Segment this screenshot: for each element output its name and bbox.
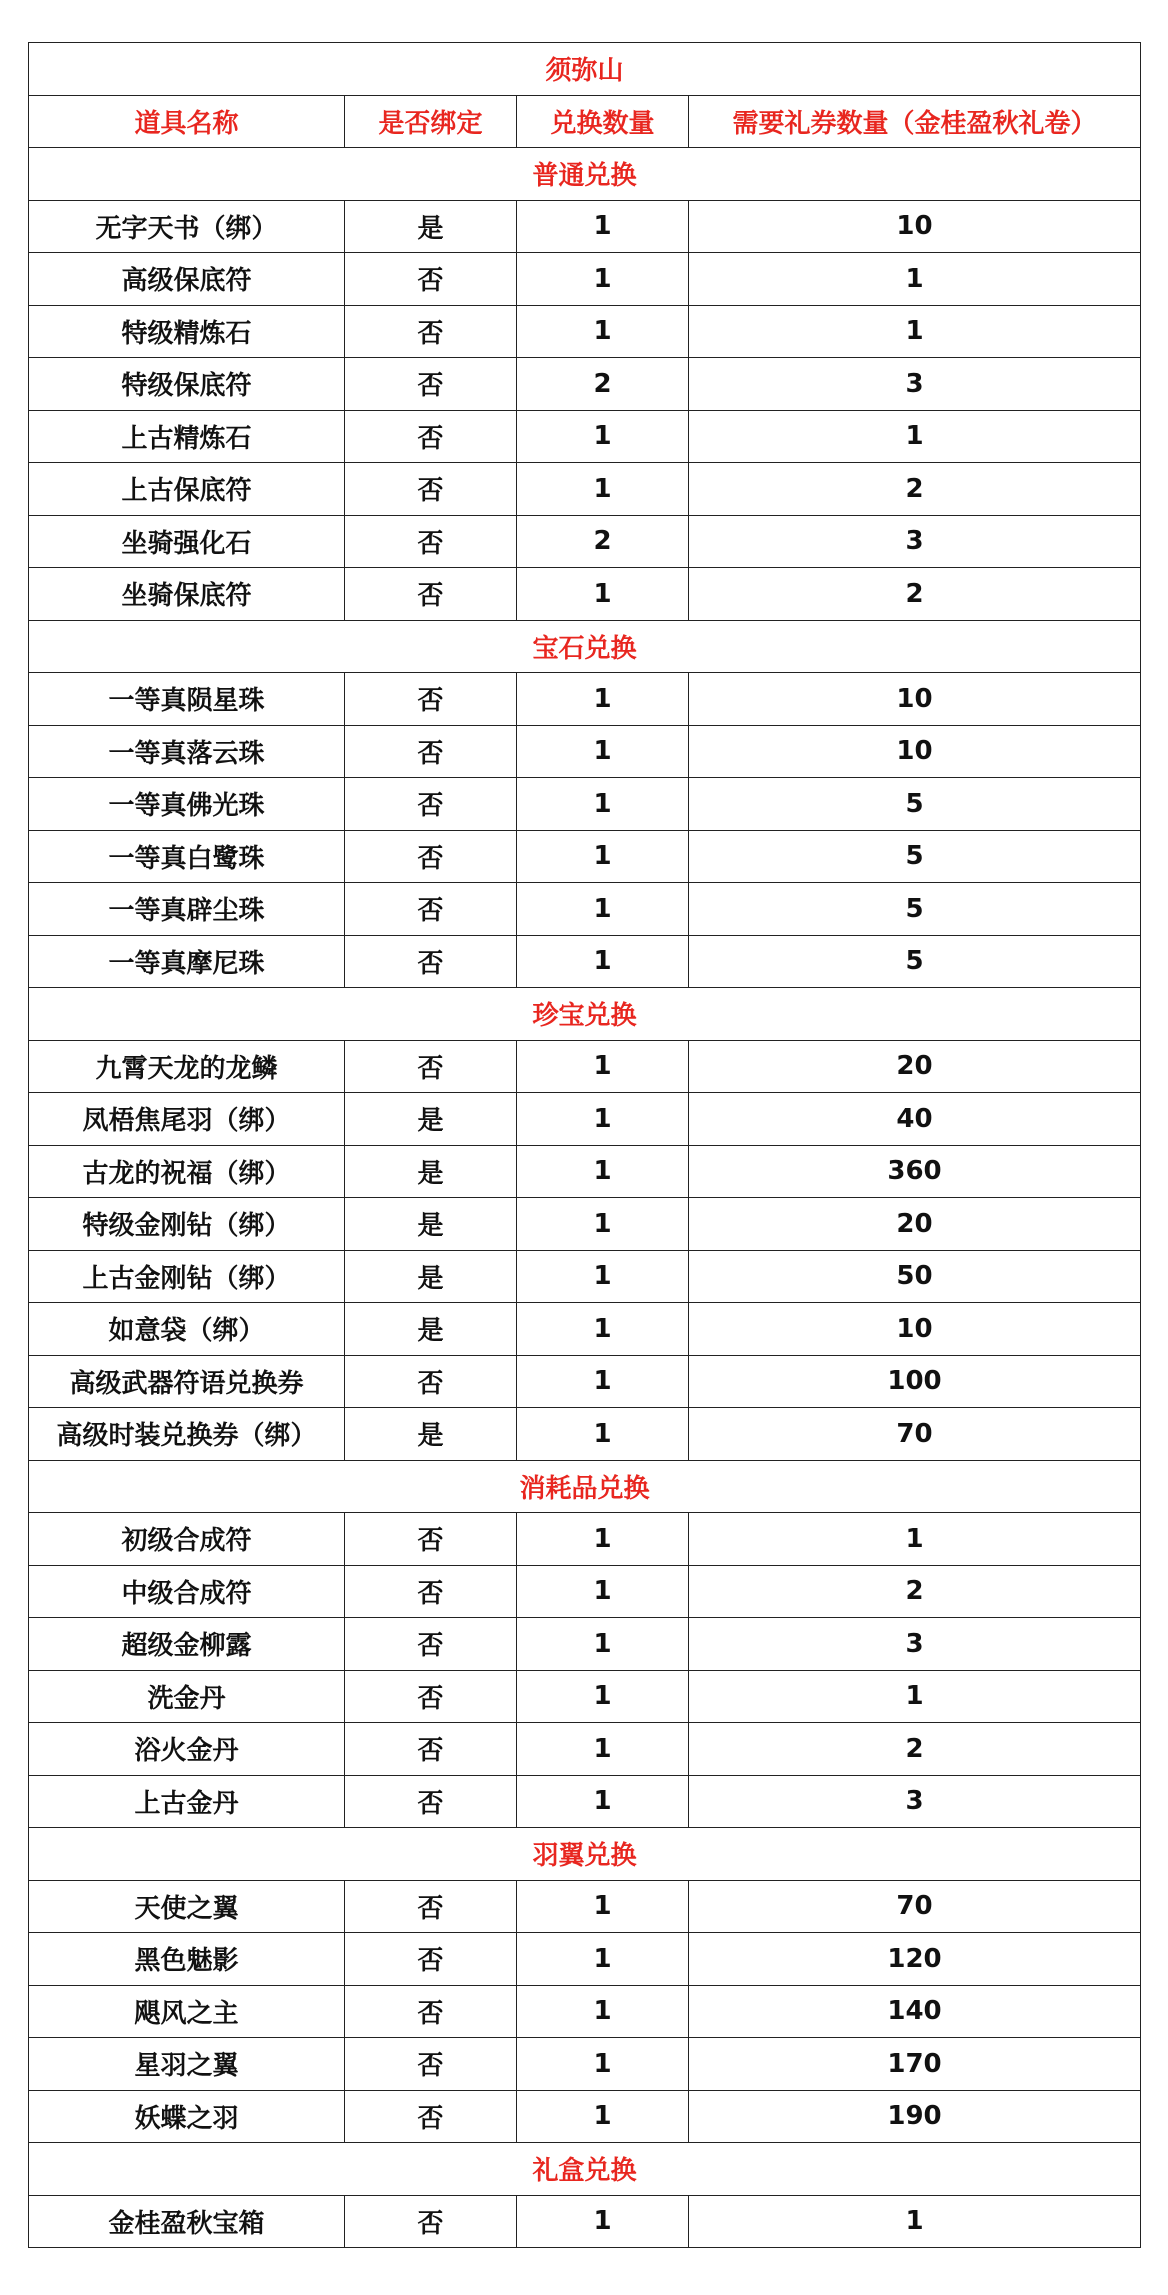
bound-cell: 否: [345, 830, 517, 883]
quantity-cell: 1: [517, 463, 689, 516]
quantity-cell: 1: [517, 725, 689, 778]
quantity-cell: 1: [517, 1513, 689, 1566]
voucher-cost-cell: 20: [689, 1040, 1141, 1093]
bound-cell: 否: [345, 725, 517, 778]
table-row: [29, 1198, 1141, 1251]
bound-cell: 否: [345, 2090, 517, 2143]
voucher-cost-cell: 70: [689, 1880, 1141, 1933]
voucher-cost-cell: 2: [689, 1723, 1141, 1776]
quantity-cell: 1: [517, 1565, 689, 1618]
voucher-cost-cell: 1: [689, 1670, 1141, 1723]
section-row: [29, 620, 1141, 673]
bound-cell: 否: [345, 1618, 517, 1671]
item-name-cell: 一等真白鹭珠: [29, 830, 345, 883]
header-quantity: 兑换数量: [517, 95, 689, 148]
bound-cell: 否: [345, 358, 517, 411]
item-name-cell: 如意袋（绑）: [29, 1303, 345, 1356]
table-row: [29, 2038, 1141, 2091]
voucher-cost-cell: 50: [689, 1250, 1141, 1303]
bound-cell: 否: [345, 1355, 517, 1408]
section-title: 珍宝兑换: [29, 988, 1141, 1041]
table-row: [29, 830, 1141, 883]
item-name-cell: 上古金刚钻（绑）: [29, 1250, 345, 1303]
item-name-cell: 上古精炼石: [29, 410, 345, 463]
table-row: [29, 1145, 1141, 1198]
table-row: [29, 1093, 1141, 1146]
quantity-cell: 1: [517, 200, 689, 253]
bound-cell: 否: [345, 568, 517, 621]
quantity-cell: 1: [517, 830, 689, 883]
table-row: [29, 1513, 1141, 1566]
voucher-cost-cell: 2: [689, 568, 1141, 621]
item-name-cell: 无字天书（绑）: [29, 200, 345, 253]
section-title: 普通兑换: [29, 148, 1141, 201]
table-row: [29, 778, 1141, 831]
table-row: [29, 1985, 1141, 2038]
bound-cell: 是: [345, 1145, 517, 1198]
table-row: [29, 1933, 1141, 1986]
voucher-cost-cell: 190: [689, 2090, 1141, 2143]
item-name-cell: 天使之翼: [29, 1880, 345, 1933]
voucher-cost-cell: 1: [689, 1513, 1141, 1566]
voucher-cost-cell: 40: [689, 1093, 1141, 1146]
quantity-cell: 1: [517, 1985, 689, 2038]
voucher-cost-cell: 3: [689, 1775, 1141, 1828]
item-name-cell: 坐骑保底符: [29, 568, 345, 621]
voucher-cost-cell: 10: [689, 725, 1141, 778]
bound-cell: 否: [345, 1513, 517, 1566]
table-row: [29, 1670, 1141, 1723]
quantity-cell: 1: [517, 1933, 689, 1986]
voucher-cost-cell: 10: [689, 1303, 1141, 1356]
quantity-cell: 1: [517, 778, 689, 831]
exchange-table-body: [29, 43, 1141, 2248]
voucher-cost-cell: 5: [689, 778, 1141, 831]
voucher-cost-cell: 120: [689, 1933, 1141, 1986]
item-name-cell: 高级武器符语兑换券: [29, 1355, 345, 1408]
bound-cell: 否: [345, 935, 517, 988]
bound-cell: 否: [345, 253, 517, 306]
exchange-table-container: [28, 42, 1140, 2248]
table-row: [29, 358, 1141, 411]
table-row: [29, 253, 1141, 306]
voucher-cost-cell: 2: [689, 463, 1141, 516]
bound-cell: 是: [345, 1250, 517, 1303]
voucher-cost-cell: 5: [689, 830, 1141, 883]
table-row: [29, 883, 1141, 936]
voucher-cost-cell: 20: [689, 1198, 1141, 1251]
quantity-cell: 1: [517, 935, 689, 988]
quantity-cell: 1: [517, 1355, 689, 1408]
item-name-cell: 一等真辟尘珠: [29, 883, 345, 936]
bound-cell: 否: [345, 1985, 517, 2038]
quantity-cell: 1: [517, 1250, 689, 1303]
quantity-cell: 1: [517, 1670, 689, 1723]
quantity-cell: 1: [517, 1040, 689, 1093]
item-name-cell: 坐骑强化石: [29, 515, 345, 568]
item-name-cell: 妖蝶之羽: [29, 2090, 345, 2143]
table-row: [29, 1880, 1141, 1933]
voucher-cost-cell: 10: [689, 673, 1141, 726]
table-title: 须弥山: [29, 43, 1141, 96]
bound-cell: 否: [345, 305, 517, 358]
quantity-cell: 1: [517, 253, 689, 306]
bound-cell: 是: [345, 1408, 517, 1461]
section-row: [29, 148, 1141, 201]
bound-cell: 否: [345, 883, 517, 936]
voucher-cost-cell: 100: [689, 1355, 1141, 1408]
item-name-cell: 中级合成符: [29, 1565, 345, 1618]
bound-cell: 否: [345, 1775, 517, 1828]
table-row: [29, 2195, 1141, 2248]
header-row: [29, 95, 1141, 148]
quantity-cell: 2: [517, 358, 689, 411]
section-row: [29, 1460, 1141, 1513]
quantity-cell: 1: [517, 1880, 689, 1933]
voucher-cost-cell: 5: [689, 883, 1141, 936]
item-name-cell: 金桂盈秋宝箱: [29, 2195, 345, 2248]
item-name-cell: 一等真佛光珠: [29, 778, 345, 831]
item-name-cell: 特级保底符: [29, 358, 345, 411]
table-row: [29, 1723, 1141, 1776]
exchange-table: [28, 42, 1141, 2248]
voucher-cost-cell: 1: [689, 410, 1141, 463]
bound-cell: 否: [345, 2038, 517, 2091]
bound-cell: 否: [345, 1933, 517, 1986]
section-row: [29, 988, 1141, 1041]
quantity-cell: 1: [517, 410, 689, 463]
item-name-cell: 高级时装兑换券（绑）: [29, 1408, 345, 1461]
bound-cell: 否: [345, 1880, 517, 1933]
header-item-name: 道具名称: [29, 95, 345, 148]
item-name-cell: 初级合成符: [29, 1513, 345, 1566]
bound-cell: 否: [345, 1723, 517, 1776]
quantity-cell: 2: [517, 515, 689, 568]
bound-cell: 否: [345, 673, 517, 726]
quantity-cell: 1: [517, 673, 689, 726]
voucher-cost-cell: 1: [689, 305, 1141, 358]
item-name-cell: 星羽之翼: [29, 2038, 345, 2091]
table-row: [29, 1775, 1141, 1828]
quantity-cell: 1: [517, 2195, 689, 2248]
item-name-cell: 凤梧焦尾羽（绑）: [29, 1093, 345, 1146]
table-row: [29, 725, 1141, 778]
bound-cell: 是: [345, 1093, 517, 1146]
voucher-cost-cell: 2: [689, 1565, 1141, 1618]
quantity-cell: 1: [517, 1198, 689, 1251]
header-bound: 是否绑定: [345, 95, 517, 148]
quantity-cell: 1: [517, 1145, 689, 1198]
table-row: [29, 1618, 1141, 1671]
section-title: 礼盒兑换: [29, 2143, 1141, 2196]
bound-cell: 否: [345, 515, 517, 568]
voucher-cost-cell: 1: [689, 2195, 1141, 2248]
quantity-cell: 1: [517, 2090, 689, 2143]
item-name-cell: 浴火金丹: [29, 1723, 345, 1776]
section-title: 宝石兑换: [29, 620, 1141, 673]
voucher-cost-cell: 140: [689, 1985, 1141, 2038]
quantity-cell: 1: [517, 568, 689, 621]
title-row: [29, 43, 1141, 96]
table-row: [29, 1355, 1141, 1408]
table-row: [29, 305, 1141, 358]
item-name-cell: 黑色魅影: [29, 1933, 345, 1986]
section-title: 羽翼兑换: [29, 1828, 1141, 1881]
table-row: [29, 1565, 1141, 1618]
item-name-cell: 一等真落云珠: [29, 725, 345, 778]
item-name-cell: 高级保底符: [29, 253, 345, 306]
table-row: [29, 515, 1141, 568]
voucher-cost-cell: 3: [689, 515, 1141, 568]
bound-cell: 否: [345, 410, 517, 463]
voucher-cost-cell: 170: [689, 2038, 1141, 2091]
quantity-cell: 1: [517, 2038, 689, 2091]
table-row: [29, 1408, 1141, 1461]
table-row: [29, 1303, 1141, 1356]
item-name-cell: 古龙的祝福（绑）: [29, 1145, 345, 1198]
voucher-cost-cell: 1: [689, 253, 1141, 306]
bound-cell: 否: [345, 463, 517, 516]
table-row: [29, 673, 1141, 726]
item-name-cell: 上古保底符: [29, 463, 345, 516]
bound-cell: 是: [345, 1303, 517, 1356]
item-name-cell: 九霄天龙的龙鳞: [29, 1040, 345, 1093]
table-row: [29, 1040, 1141, 1093]
item-name-cell: 一等真陨星珠: [29, 673, 345, 726]
table-row: [29, 1250, 1141, 1303]
bound-cell: 否: [345, 2195, 517, 2248]
item-name-cell: 飓风之主: [29, 1985, 345, 2038]
quantity-cell: 1: [517, 1775, 689, 1828]
item-name-cell: 超级金柳露: [29, 1618, 345, 1671]
table-row: [29, 568, 1141, 621]
quantity-cell: 1: [517, 1723, 689, 1776]
bound-cell: 否: [345, 1565, 517, 1618]
header-voucher-cost: 需要礼券数量（金桂盈秋礼卷）: [689, 95, 1141, 148]
voucher-cost-cell: 3: [689, 358, 1141, 411]
quantity-cell: 1: [517, 1093, 689, 1146]
quantity-cell: 1: [517, 883, 689, 936]
table-row: [29, 2090, 1141, 2143]
item-name-cell: 特级金刚钻（绑）: [29, 1198, 345, 1251]
table-row: [29, 463, 1141, 516]
bound-cell: 否: [345, 1670, 517, 1723]
voucher-cost-cell: 10: [689, 200, 1141, 253]
bound-cell: 否: [345, 1040, 517, 1093]
section-title: 消耗品兑换: [29, 1460, 1141, 1513]
quantity-cell: 1: [517, 1618, 689, 1671]
quantity-cell: 1: [517, 305, 689, 358]
item-name-cell: 特级精炼石: [29, 305, 345, 358]
voucher-cost-cell: 5: [689, 935, 1141, 988]
item-name-cell: 一等真摩尼珠: [29, 935, 345, 988]
bound-cell: 是: [345, 200, 517, 253]
item-name-cell: 洗金丹: [29, 1670, 345, 1723]
voucher-cost-cell: 70: [689, 1408, 1141, 1461]
bound-cell: 否: [345, 778, 517, 831]
quantity-cell: 1: [517, 1408, 689, 1461]
voucher-cost-cell: 3: [689, 1618, 1141, 1671]
table-row: [29, 935, 1141, 988]
section-row: [29, 1828, 1141, 1881]
voucher-cost-cell: 360: [689, 1145, 1141, 1198]
table-row: [29, 200, 1141, 253]
quantity-cell: 1: [517, 1303, 689, 1356]
item-name-cell: 上古金丹: [29, 1775, 345, 1828]
section-row: [29, 2143, 1141, 2196]
table-row: [29, 410, 1141, 463]
bound-cell: 是: [345, 1198, 517, 1251]
